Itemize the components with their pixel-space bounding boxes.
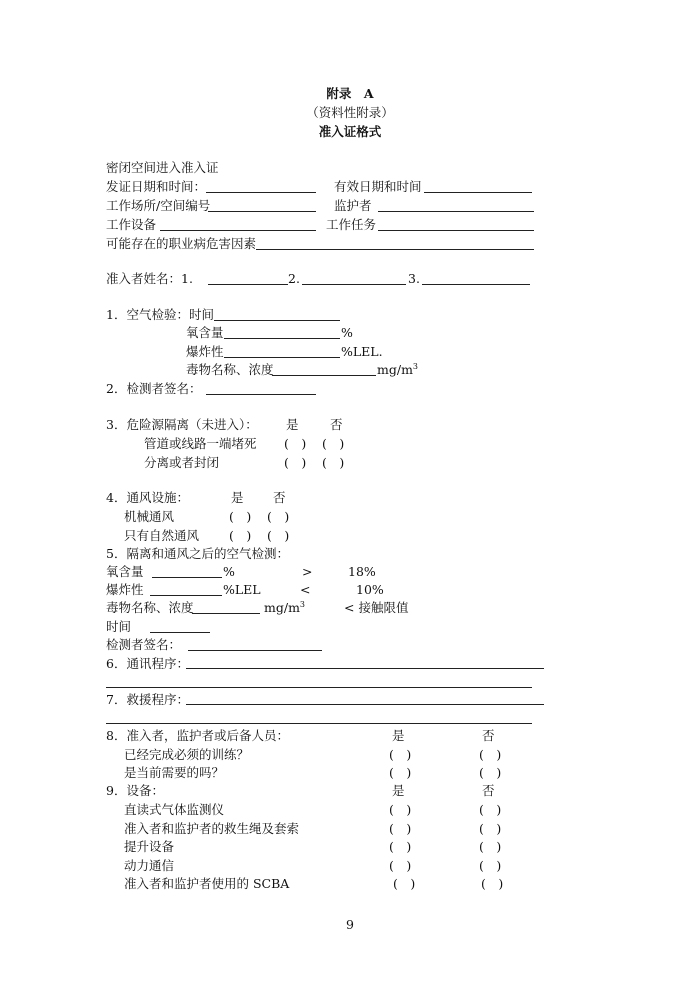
s1-time-field[interactable]: [214, 320, 340, 321]
s9-item-2-yes-box[interactable]: ( ): [389, 839, 412, 854]
s8-item-label: 是当前需要的吗？: [124, 765, 225, 780]
s4-item-label: 机械通风: [124, 509, 175, 524]
s5-explosive-unit: %LEL: [223, 582, 261, 597]
s5-oxygen-field[interactable]: [152, 577, 222, 578]
equipment-field[interactable]: [160, 230, 316, 231]
s1-toxic-unit: [377, 362, 418, 378]
s9-item-2-no-box[interactable]: ( ): [479, 839, 502, 854]
s5-toxic-field[interactable]: [192, 613, 260, 614]
s5-toxic-unit-text: mg/m: [264, 600, 300, 615]
s9-item-4-no-box[interactable]: ( ): [481, 876, 504, 891]
s9-item-3-yes-box[interactable]: ( ): [389, 858, 412, 873]
s5-title: 5．隔离和通风之后的空气检测：: [106, 546, 289, 561]
s8-item-1-yes-box[interactable]: ( ): [389, 765, 412, 780]
appendix-label: 附录 A: [326, 86, 374, 101]
s3-item-1-yes-box[interactable]: ( ): [284, 455, 307, 470]
s5-oxygen-label: 氧含量: [106, 564, 144, 579]
s5-signer-field[interactable]: [188, 650, 322, 651]
s5-explosive-limit: 10%: [356, 582, 384, 597]
s9-item-label: 准入者和监护者的救生绳及套索: [124, 821, 300, 836]
s1-toxic-label: 毒物名称、浓度: [186, 362, 274, 377]
s9-item-3-no-box[interactable]: ( ): [479, 858, 502, 873]
s3-item-label: 分离或者封闭: [144, 455, 220, 470]
s9-item-0-yes-box[interactable]: ( ): [389, 802, 412, 817]
supervisor-label: 监护者: [334, 198, 372, 213]
entrant-3-field[interactable]: [422, 284, 530, 285]
s1-toxic-unit-text: mg/m: [377, 362, 413, 377]
s2-signer-field[interactable]: [206, 394, 316, 395]
s8-item-1-no-box[interactable]: ( ): [479, 765, 502, 780]
s7-field-line-1[interactable]: [186, 704, 544, 705]
s1-explosive-unit: %LEL.: [341, 344, 383, 359]
workplace-label: 工作场所/空间编号: [106, 198, 211, 213]
s5-signer-label: 检测者签名：: [106, 637, 182, 652]
s2-title: 2．检测者签名：: [106, 381, 202, 396]
s5-oxygen-unit: %: [223, 564, 235, 579]
s1-explosive-field[interactable]: [224, 357, 340, 358]
s1-title: 1．空气检验：时间: [106, 307, 214, 322]
s8-title: 8．准入者，监护者或后备人员：: [106, 728, 289, 743]
s8-no-header: 否: [482, 728, 495, 743]
s5-oxygen-op: >: [302, 564, 313, 579]
s1-oxygen-label: 氧含量: [186, 325, 224, 340]
issue-time-label: 发证日期和时间：: [106, 179, 207, 194]
s4-item-1-no-box[interactable]: ( ): [267, 528, 290, 543]
s5-explosive-label: 爆炸性: [106, 582, 144, 597]
s1-oxygen-field[interactable]: [224, 338, 340, 339]
s4-title: 4．通风设施：: [106, 490, 189, 505]
s1-oxygen-unit: %: [341, 325, 353, 340]
s3-item-0-no-box[interactable]: ( ): [322, 436, 345, 451]
page-number: 9: [346, 917, 354, 932]
supervisor-field[interactable]: [378, 211, 534, 212]
s1-toxic-field[interactable]: [272, 375, 376, 376]
s4-item-1-yes-box[interactable]: ( ): [229, 528, 252, 543]
valid-time-label: 有效日期和时间: [334, 179, 422, 194]
s9-item-label: 准入者和监护者使用的 SCBA: [124, 876, 290, 891]
s3-item-label: 管道或线路一端堵死: [144, 436, 257, 451]
s4-item-0-no-box[interactable]: ( ): [267, 509, 290, 524]
s9-no-header: 否: [482, 783, 495, 798]
s7-field-line-2[interactable]: [106, 723, 532, 724]
s5-explosive-op: <: [300, 582, 311, 597]
s8-yes-header: 是: [392, 728, 405, 743]
s5-explosive-field[interactable]: [150, 595, 222, 596]
s9-item-0-no-box[interactable]: ( ): [479, 802, 502, 817]
hazards-label: 可能存在的职业病危害因素: [106, 236, 257, 251]
s6-field-line-2[interactable]: [106, 687, 532, 688]
s4-yes-header: 是: [231, 490, 244, 505]
s5-oxygen-limit: 18%: [348, 564, 376, 579]
s4-no-header: 否: [273, 490, 286, 505]
s5-time-label: 时间: [106, 619, 132, 634]
s5-toxic-limit: < 接触限值: [344, 600, 409, 615]
s4-item-label: 只有自然通风: [124, 528, 200, 543]
s3-item-1-no-box[interactable]: ( ): [322, 455, 345, 470]
informative-label: （资料性附录）: [306, 105, 394, 120]
s8-item-0-no-box[interactable]: ( ): [479, 747, 502, 762]
s6-field-line-1[interactable]: [186, 668, 544, 669]
s1-toxic-unit-sup: 3: [412, 362, 419, 371]
s9-item-label: 提升设备: [124, 839, 175, 854]
s3-yes-header: 是: [286, 417, 299, 432]
s6-title: 6．通讯程序：: [106, 656, 189, 671]
s3-no-header: 否: [330, 417, 343, 432]
s9-item-1-no-box[interactable]: ( ): [479, 821, 502, 836]
entrant-2-field[interactable]: [302, 284, 406, 285]
s9-yes-header: 是: [392, 783, 405, 798]
page-title: 准入证格式: [318, 124, 382, 139]
s5-toxic-unit-sup: 3: [299, 600, 306, 609]
task-label: 工作任务: [326, 217, 377, 232]
equipment-label: 工作设备: [106, 217, 157, 232]
task-field[interactable]: [378, 230, 534, 231]
entrant-1-field[interactable]: [208, 284, 288, 285]
s8-item-0-yes-box[interactable]: ( ): [389, 747, 412, 762]
s9-item-1-yes-box[interactable]: ( ): [389, 821, 412, 836]
s5-toxic-label: 毒物名称、浓度: [106, 600, 194, 615]
s3-title: 3．危险源隔离（未进入）：: [106, 417, 258, 432]
valid-time-field[interactable]: [424, 192, 532, 193]
s8-item-label: 已经完成必须的训练？: [124, 747, 250, 762]
s1-explosive-label: 爆炸性: [186, 344, 224, 359]
s9-item-4-yes-box[interactable]: ( ): [393, 876, 416, 891]
permit-heading: 密闭空间进入准入证: [106, 160, 219, 175]
entrant-2-label: 2.: [288, 271, 300, 286]
workplace-field[interactable]: [208, 211, 316, 212]
s9-item-label: 直读式气体监测仪: [124, 802, 225, 817]
s3-item-0-yes-box[interactable]: ( ): [284, 436, 307, 451]
entrant-3-label: 3.: [408, 271, 420, 286]
hazards-field[interactable]: [256, 249, 534, 250]
s9-item-label: 动力通信: [124, 858, 175, 873]
s5-time-field[interactable]: [150, 632, 210, 633]
s5-toxic-unit: [264, 600, 305, 616]
issue-time-field[interactable]: [206, 192, 316, 193]
s4-item-0-yes-box[interactable]: ( ): [229, 509, 252, 524]
entrants-label: 准入者姓名：1.: [106, 271, 193, 286]
s7-title: 7．救援程序：: [106, 692, 189, 707]
s9-title: 9．设备：: [106, 783, 164, 798]
